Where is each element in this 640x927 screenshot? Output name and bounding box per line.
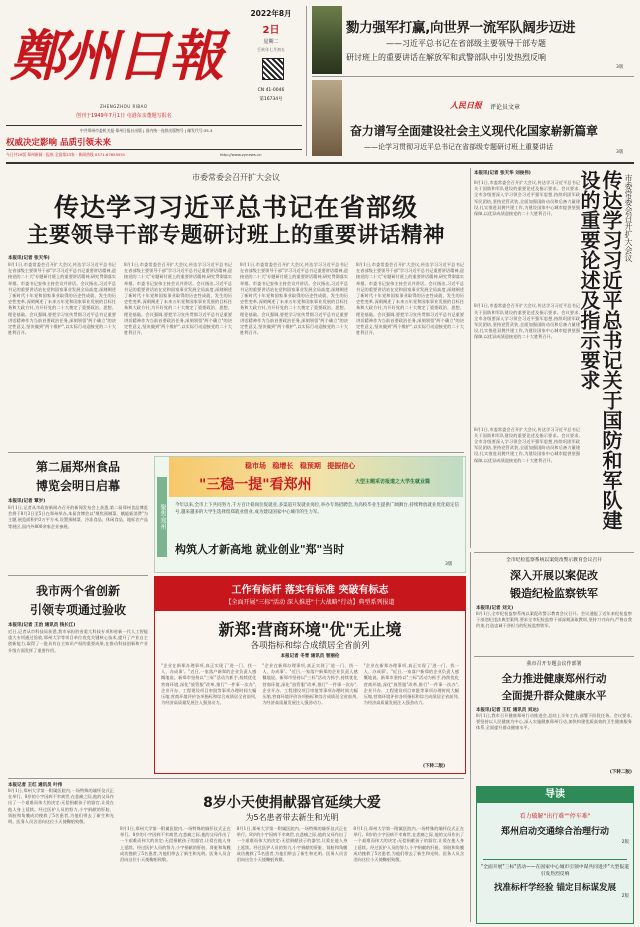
innovation-byline: 本报讯(记者 王治 通讯员 钱长江) xyxy=(8,623,76,628)
food-fair-byline: 本报讯(记者 覃岁) xyxy=(8,499,46,504)
commentary-tag: 评论员文章 xyxy=(490,104,521,111)
right-header xyxy=(312,6,634,160)
discipline-body: 8月1日,全市纪检监察系统以案促改警示教育会议召开。会议通报了近年来纪检监察干部违纪违法典型案例,要求全市纪检监察干部深刻汲取教训,坚持刀刃向内,严格自我约束,打造忠诚干净担当的纪检监察铁军。 xyxy=(476,611,632,629)
masthead xyxy=(0,0,306,160)
headline-troops-sub-1: ——习近平总书记在省部级主要领导干部专题 xyxy=(386,39,546,48)
banner-employment xyxy=(154,456,466,573)
side-body-block-1: 8月1日,市委常委会召开扩大会议,传达学习习近平总书记关于国防和军队建设的重要论述及指示要求。会议要求,全市各级要深入学习领会习近平强军思想,持续巩固军政军民团结,坚持党管武装,全面加强国防动员和后备力量建设,扎实推进双拥共建工作,为建设国家中心城市提供坚强保障,以优异成绩迎接党的二十大胜利召开。 xyxy=(474,180,580,217)
banner-subtitle: 构筑人才新高地 就业创业"郑"当时 xyxy=(175,543,345,556)
date-block xyxy=(240,8,302,112)
donation-left-col xyxy=(8,782,114,920)
side-body xyxy=(474,170,580,546)
page-ref-commentary: 3版 xyxy=(616,150,624,155)
lead-body-col-1: 8月1日,市委常委会召开扩大会议,传达学习习近平总书记在省部级主要领导干部"学习习近平总书记重要讲话精神,迎接党的二十大"专题研讨班上的重要讲话精神,研究贯彻落实举措。市委书记安伟主持会议并讲话。会议指出,习近平总书记的重要讲话站在党和国家事业发展全局高度,深刻阐述了新时代十年党和国家事业取得的历史性成就、发生的历史性变革,深刻阐述了未来五年党和国家事业发展的目标任务和大政方针,为开好党的二十大奠定了重要政治、思想、理论基础。会议强调,要把学习宣传贯彻习近平总书记重要讲话精神作为当前首要政治任务,深刻领悟"两个确立"的决定性意义,坚决做到"两个维护",以实际行动迎接党的二十大胜利召开。 xyxy=(8,262,116,336)
lead-body-columns xyxy=(8,262,464,442)
donation-story xyxy=(8,782,464,922)
issue-number: 第16734号 xyxy=(259,97,283,102)
donation-body-col-1: 8月1日,郑州大学第一附属医院内,一场特殊的缅怀仪式正在举行。8岁的小宇因病不幸离世,在悲痛之际,他的父母作出了一个艰难而伟大的决定:无偿捐献孩子的器官,让爱在他人身上延续。经过医护人员的努力,小宇捐献的肝脏、肾脏和角膜成功挽救了5名患者,为他们带去了新生和光明。医务人员含泪向这位小天使鞠躬致敬。 xyxy=(8,788,114,825)
date-lunar: 壬寅年七月初五 xyxy=(257,47,285,52)
discipline-title-2: 锻造纪检监察铁军 xyxy=(510,587,598,600)
donation-subtitle: 为5名患者带去新生和光明 xyxy=(245,813,339,822)
campaign-body-col-2: "企业在新郑办理事项,真正实现了'进一门、找一人、办成事'。"近日,一家落户新郑的企业负责人感慨地说。新郑市坚持以"三标"活动为抓手,持续优化营商环境,深化"放管服"改革,推行"一件事一次办",企业开办、工程建设项目审批等事项办理时间大幅压缩,营商环境评价各项指标和综合成绩居全省前列,为经济高质量发展注入强劲动力。 xyxy=(262,663,358,706)
banner-main: "三稳一提"看郑州 xyxy=(199,477,312,493)
banner-tag: 大型主题采访报道之大学生就业篇 xyxy=(355,479,431,485)
discipline-story xyxy=(476,556,632,654)
lead-body-col-3: 8月1日,市委常委会召开扩大会议,传达学习习近平总书记在省部级主要领导干部"学习习近平总书记重要讲话精神,迎接党的二十大"专题研讨班上的重要讲话精神,研究贯彻落实举措。市委书记安伟主持会议并讲话。会议指出,习近平总书记的重要讲话站在党和国家事业发展全局高度,深刻阐述了新时代十年党和国家事业取得的历史性成就、发生的历史性变革,深刻阐述了未来五年党和国家事业发展的目标任务和大政方针,为开好党的二十大奠定了重要政治、思想、理论基础。会议强调,要把学习宣传贯彻习近平总书记重要讲话精神作为当前首要政治任务,深刻领悟"两个确立"的决定性意义,坚决做到"两个维护",以实际行动迎接党的二十大胜利召开。 xyxy=(240,262,348,336)
donation-title: 8岁小天使捐献器官延续大爱 xyxy=(203,795,381,811)
donation-body-col-3: 8月1日,郑州大学第一附属医院内,一场特殊的缅怀仪式正在举行。8岁的小宇因病不幸离世,在悲痛之际,他的父母作出了一个艰难而伟大的决定:无偿捐献孩子的器官,让爱在他人身上延续。经过医护人员的努力,小宇捐献的肝脏、肾脏和角膜成功挽救了5名患者,为他们带去了新生和光明。医务人员含泪向这位小天使鞠躬致敬。 xyxy=(236,826,348,863)
innovation-title-1: 我市两个省创新 xyxy=(35,584,120,598)
lead-title-line-1: 传达学习习近平总书记在省部级 xyxy=(53,193,418,222)
headline-troops-sub-2: 研讨班上的重要讲话在解放军和武警部队中引发热烈反响 xyxy=(346,53,546,62)
page-ref-troops: 3版 xyxy=(616,65,624,70)
newspaper-logo: 鄭州日報 xyxy=(10,23,223,88)
campaign-title: 新郑:营商环境"优"无止境 xyxy=(218,620,402,639)
photo-commentary xyxy=(312,80,342,156)
guide-item-2[interactable] xyxy=(481,865,629,919)
headline-troops: 勠力强军打赢,向世界一流军队阔步迈进 xyxy=(346,20,576,36)
campaign-byline: 本报记者 冬青 通讯员 智丽伦 xyxy=(280,654,340,659)
discipline-kicker: 全市纪检监察系统以案促改警示教育会议召开 xyxy=(506,558,602,563)
guide-item-1-ref: 2版 xyxy=(621,840,629,845)
food-fair-story xyxy=(8,456,148,571)
food-fair-body: 8月1日,记者从市政府新闻办召开的新闻发布会上获悉,第二届郑州食品博览会将于8月3日至5日在郑州举办,本届食博会以"聚焦预制菜、赋能新消费"为主题,展览面积约3万平方米,设置预制菜、冷冻食品、休闲食品、地标农产品等展区,国内外800余家企业参展。 xyxy=(8,505,148,529)
guide-item-1-kicker: 看力破解"出行难""停车难" xyxy=(519,813,591,820)
masthead-slogan: 权威决定影响 品质引领未来 xyxy=(6,138,111,148)
donation-body-col-2: 8月1日,郑州大学第一附属医院内,一场特殊的缅怀仪式正在举行。8岁的小宇因病不幸离世,在悲痛之际,他的父母作出了一个艰难而伟大的决定:无偿捐献孩子的器官,让爱在他人身上延续。经过医护人员的努力,小宇捐献的肝脏、肾脏和角膜成功挽救了5名患者,为他们带去了新生和光明。医务人员含泪向这位小天使鞠躬致敬。 xyxy=(120,826,231,863)
side-body-block-3: 8月1日,市委常委会召开扩大会议,传达学习习近平总书记关于国防和军队建设的重要论述及指示要求。会议要求,全市各级要深入学习领会习近平强军思想,持续巩固军政军民团结,坚持党管武装,全面加强国防动员和后备力量建设,扎实推进双拥共建工作,为建设国家中心城市提供坚强保障,以优异成绩迎接党的二十大胜利召开。 xyxy=(474,426,580,463)
headline-commentary-sub: ——论学习贯彻习近平总书记在省部级专题研讨班上重要讲话 xyxy=(364,143,553,151)
photo-troops xyxy=(312,6,342,74)
side-vertical-kicker: 市委常委会召开扩大会议 xyxy=(624,174,633,262)
lead-title-line-2: 主要领导干部专题研讨班上的重要讲话精神 xyxy=(26,223,445,248)
masthead-footer-line: 今日共20版 郑州新闻 · 报纸 全国第23家 · 新闻热线 0371-67655551 xyxy=(6,152,126,157)
food-fair-title-2: 博览会明日启幕 xyxy=(35,479,120,493)
campaign-subtitle: 各项指标和综合成绩居全省前列 xyxy=(250,641,370,651)
commentary-logo: 人民日报 xyxy=(450,101,482,110)
health-page-ref: (下转二版) xyxy=(609,770,632,775)
guide-item-1[interactable] xyxy=(481,811,629,857)
banner-side-tag: 聚焦·郑州 xyxy=(157,477,167,557)
guide-label: 导读 xyxy=(477,787,633,803)
masthead-pinyin: ZHENGZHOU RIBAO xyxy=(100,104,148,109)
health-byline: 本报讯(记者 王红 通讯员 刘达) xyxy=(476,708,539,713)
side-body-block-2: 8月1日,市委常委会召开扩大会议,传达学习习近平总书记关于国防和军队建设的重要论述及指示要求。会议要求,全市各级要深入学习领会习近平强军思想,持续巩固军政军民团结,坚持党管武装,全面加强国防动员和后备力量建设,扎实推进双拥共建工作,为建设国家中心城市提供坚强保障,以优异成绩迎接党的二十大胜利召开。 xyxy=(474,303,580,340)
campaign-story xyxy=(154,576,466,774)
lead-story xyxy=(8,170,464,450)
side-vertical-title: 传达学习习近平总书记关于国防和军队建设的重要论述及指示要求 xyxy=(577,170,623,530)
innovation-body: 近日,记者从市科技局获悉,我市承担的省重大科技专项和省新一代人工智能重大专项通过验收,郑州大学等项目单位攻克关键核心技术,提升了产业自主创新能力,取得了一批具有自主知识产权的重要成果,在推动科技创新和产业升级方面发挥了重要作用。 xyxy=(8,629,148,653)
donation-byline: 本报记者 王红 通讯员 叶伟 xyxy=(8,783,63,788)
masthead-site: http://www.zynews.cn xyxy=(220,152,262,157)
health-title-1: 全力推进健康郑州行动 xyxy=(501,673,607,685)
campaign-body-col-1: "企业在新郑办理事项,真正实现了'进一门、找一人、办成事'。"近日,一家落户新郑的企业负责人感慨地说。新郑市坚持以"三标"活动为抓手,持续优化营商环境,深化"放管服"改革,推行"一件事一次办",企业开办、工程建设项目审批等事项办理时间大幅压缩,营商环境评价各项指标和综合成绩居全省前列,为经济高质量发展注入强劲动力。 xyxy=(161,663,257,706)
side-byline: 本报讯(记者 张天华 刘俊伟) xyxy=(474,171,531,176)
date-weekday: 星期二 xyxy=(263,39,279,45)
innovation-story xyxy=(8,580,148,770)
campaign-bar-1: 工作有标杆 落实有标准 突破有标志 xyxy=(231,585,389,596)
guide-item-1-title: 郑州启动交通综合治理行动 xyxy=(500,827,609,837)
lead-kicker: 市委常委会召开扩大会议 xyxy=(192,173,280,182)
campaign-page-ref: (下转二版) xyxy=(423,764,446,769)
guide-item-2-title: 找准标杆学经验 锚定目标谋发展 xyxy=(494,883,616,893)
donation-body-col-4: 8月1日,郑州大学第一附属医院内,一场特殊的缅怀仪式正在举行。8岁的小宇因病不幸离世,在悲痛之际,他的父母作出了一个艰难而伟大的决定:无偿捐献孩子的器官,让爱在他人身上延续。经过医护人员的努力,小宇捐献的肝脏、肾脏和角膜成功挽救了5名患者,为他们带去了新生和光明。医务人员含泪向这位小天使鞠躬致敬。 xyxy=(353,826,465,863)
side-vertical-story xyxy=(474,170,634,548)
guide-item-2-kicker: "全面开展"三标"活动——在国家中心城市引领中谋共同进步"大型报道引发热烈反响 xyxy=(481,865,629,877)
discipline-byline: 本报讯(记者 刘文) xyxy=(476,606,514,611)
banner-body: 今年以来,全市上下共同努力,千方百计稳岗位促就业,多渠道开发就业岗位,举办专场招聘会,为高校毕业生提供广阔舞台,持续释放就业优化稳定信号,越来越多的大学生选择留郑就业创业,成为建设国家中心城市的生力军。 xyxy=(175,503,459,515)
date-year-month: 2022年8月 xyxy=(250,9,292,18)
donation-body-columns xyxy=(120,826,464,920)
health-story xyxy=(476,660,632,782)
health-kicker: 我市召开专题会议作部署 xyxy=(526,661,582,667)
lead-body-col-4: 8月1日,市委常委会召开扩大会议,传达学习习近平总书记在省部级主要领导干部"学习习近平总书记重要讲话精神,迎接党的二十大"专题研讨班上的重要讲话精神,研究贯彻落实举措。市委书记安伟主持会议并讲话。会议指出,习近平总书记的重要讲话站在党和国家事业发展全局高度,深刻阐述了新时代十年党和国家事业取得的历史性成就、发生的历史性变革,深刻阐述了未来五年党和国家事业发展的目标任务和大政方针,为开好党的二十大奠定了重要政治、思想、理论基础。会议强调,要把学习宣传贯彻习近平总书记重要讲话精神作为当前首要政治任务,深刻领悟"两个确立"的决定性意义,坚决做到"两个维护",以实际行动迎接党的二十大胜利召开。 xyxy=(356,262,464,336)
qr-code xyxy=(262,58,284,80)
banner-caption: 稳市场 稳增长 稳预期 提振信心 xyxy=(245,462,356,470)
health-title-2: 全面提升群众健康水平 xyxy=(501,690,607,702)
banner-page-ref: 3版 xyxy=(445,562,453,567)
guide-item-2-ref: 2版 xyxy=(621,894,629,899)
food-fair-title-1: 第二届郑州食品 xyxy=(35,460,120,474)
innovation-title-2: 引领专项通过验收 xyxy=(29,603,126,617)
campaign-bar-2: 【全面开展"三标"活动 深入推进"十大战略"行动】典型系列报道 xyxy=(225,599,395,606)
lead-byline: 本报讯(记者 张天华) xyxy=(8,256,50,261)
discipline-title-1: 深入开展以案促改 xyxy=(510,569,598,582)
health-body: 8月1日,我市召开健康郑州行动推进会,总结上半年工作,部署下阶段任务。会议要求,要坚持以人民健康为中心,深入实施健康郑州行动,加快构建优质高效的卫生健康服务体系,全面提升群众健康水平。 xyxy=(476,713,632,731)
masthead-founded: 创刊于1949年7月1日 屯港东亲董题写报名 xyxy=(76,113,172,119)
campaign-body-col-3: "企业在新郑办理事项,真正实现了'进一门、找一人、办成事'。"近日,一家落户新郑的企业负责人感慨地说。新郑市坚持以"三标"活动为抓手,持续优化营商环境,深化"放管服"改革,推行"一件事一次办",企业开办、工程建设项目审批等事项办理时间大幅压缩,营商环境评价各项指标和综合成绩居全省前列,为经济高质量发展注入强劲动力。 xyxy=(363,663,459,706)
headline-commentary: 奋力谱写全面建设社会主义现代化国家崭新篇章 xyxy=(350,124,598,138)
guide-box xyxy=(476,786,634,924)
campaign-body-columns xyxy=(161,663,459,767)
date-day: 2日 xyxy=(262,25,280,36)
lead-body-col-2: 8月1日,市委常委会召开扩大会议,传达学习习近平总书记在省部级主要领导干部"学习习近平总书记重要讲话精神,迎接党的二十大"专题研讨班上的重要讲话精神,研究贯彻落实举措。市委书记安伟主持会议并讲话。会议指出,习近平总书记的重要讲话站在党和国家事业发展全局高度,深刻阐述了新时代十年党和国家事业取得的历史性成就、发生的历史性变革,深刻阐述了未来五年党和国家事业发展的目标任务和大政方针,为开好党的二十大奠定了重要政治、思想、理论基础。会议强调,要把学习宣传贯彻习近平总书记重要讲话精神作为当前首要政治任务,深刻领悟"两个确立"的决定性意义,坚决做到"两个维护",以实际行动迎接党的二十大胜利召开。 xyxy=(124,262,232,336)
cn-code: CN 41-0046 xyxy=(257,88,285,93)
masthead-meta: 中共郑州市委机关报·郑州日报社出版 | 国内统一连续出版物号 | 邮发代号:35-3 xyxy=(80,128,213,133)
